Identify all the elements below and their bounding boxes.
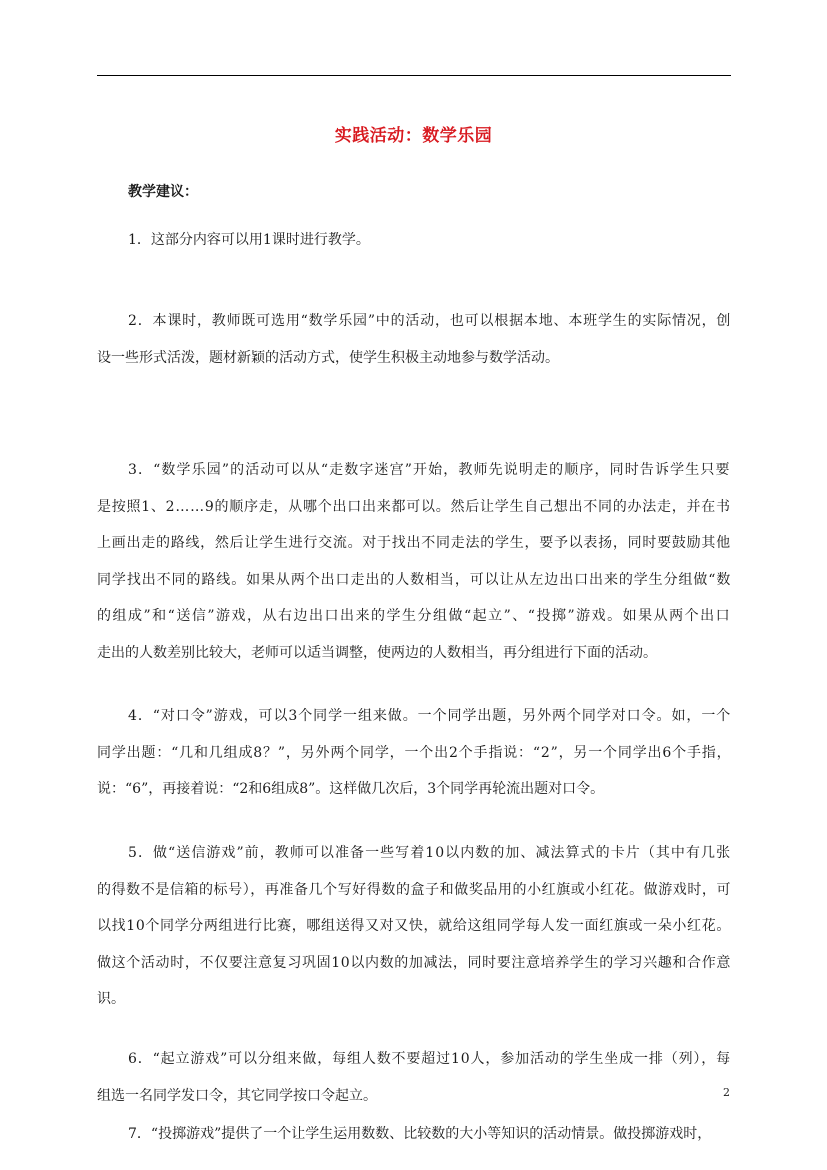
paragraph-line: 3．“数学乐园”的活动可以从“走数字迷宫”开始，教师先说明走的顺序，同时告诉学生只要 [128, 462, 731, 478]
section-heading: 教学建议： [128, 184, 198, 200]
page-title: 实践活动：数学乐园 [334, 126, 493, 146]
paragraph-line: 走出的人数差别比较大，老师可以适当调整，使两边的人数相当，再分组进行下面的活动。 [97, 644, 657, 661]
paragraph-line: 1．这部分内容可以用1课时进行教学。 [128, 232, 370, 248]
paragraph-line: 上画出走的路线，然后让学生进行交流。对于找出不同走法的学生，要予以表扬，同时要鼓励其他 [97, 535, 731, 551]
paragraph-line: 4．“对口令”游戏，可以3个同学一组来做。一个同学出题，另外两个同学对口令。如，一个 [128, 708, 732, 724]
paragraph-7 [97, 1116, 731, 1153]
paragraph-line: 以找10个同学分两组进行比赛，哪组送得又对又快，就给这组同学每人发一面红旗或一朵小红花。 [97, 918, 731, 934]
paragraph-line: 做这个活动时，不仅要注意复习巩固10以内数的加减法，同时要注意培养学生的学习兴趣和合作意 [97, 954, 731, 971]
paragraph-line: 是按照1、2……9的顺序走，从哪个出口出来都可以。然后让学生自己想出不同的办法走，并在书 [97, 498, 731, 515]
paragraph-6 [97, 1041, 731, 1114]
paragraph-line: 说：“6”，再接着说：“2和6组成8”。这样做几次后，3个同学再轮流出题对口令。 [97, 781, 605, 797]
paragraph-line: 同学出题：“几和几组成8？”，另外两个同学，一个出2个手指说：“2”，另一个同学出6个手指， [97, 744, 732, 761]
paragraph-2 [97, 303, 731, 376]
paragraph-line: 的得数不是信箱的标号），再准备几个写好得数的盒子和做奖品用的小红旗或小红花。做游戏时，可 [97, 881, 732, 898]
paragraph-line: 设一些形式活泼，题材新颖的活动方式，使学生积极主动地参与数学活动。 [97, 349, 559, 366]
page-number: 2 [723, 1086, 730, 1099]
paragraph-line: 2．本课时，教师既可选用“数学乐园”中的活动，也可以根据本地、本班学生的实际情况，创 [128, 313, 732, 329]
paragraph-line: 7．“投掷游戏”提供了一个让学生运用数数、比较数的大小等知识的活动情景。做投掷游戏时， [128, 1126, 712, 1142]
paragraph-4 [97, 698, 731, 808]
paragraph-line: 同学找出不同的路线。如果从两个出口走出的人数相当，可以让从左边出口出来的学生分组做“数 [97, 571, 732, 588]
paragraph-5 [97, 835, 731, 1018]
paragraph-3 [97, 452, 731, 671]
paragraph-line: 的组成”和“送信”游戏，从右边出口出来的学生分组做“起立”、“投掷”游戏。如果从两个出口 [97, 608, 732, 624]
header-rule [97, 75, 731, 76]
paragraph-1 [97, 222, 731, 259]
paragraph-line: 识。 [97, 991, 125, 1007]
paragraph-line: 6．“起立游戏”可以分组来做，每组人数不要超过10人，参加活动的学生坐成一排（列），每 [128, 1051, 732, 1067]
paragraph-line: 组选一名同学发口令，其它同学按口令起立。 [97, 1087, 377, 1104]
paragraph-line: 5．做“送信游戏”前，教师可以准备一些写着10以内数的加、减法算式的卡片（其中有几张 [128, 845, 732, 861]
